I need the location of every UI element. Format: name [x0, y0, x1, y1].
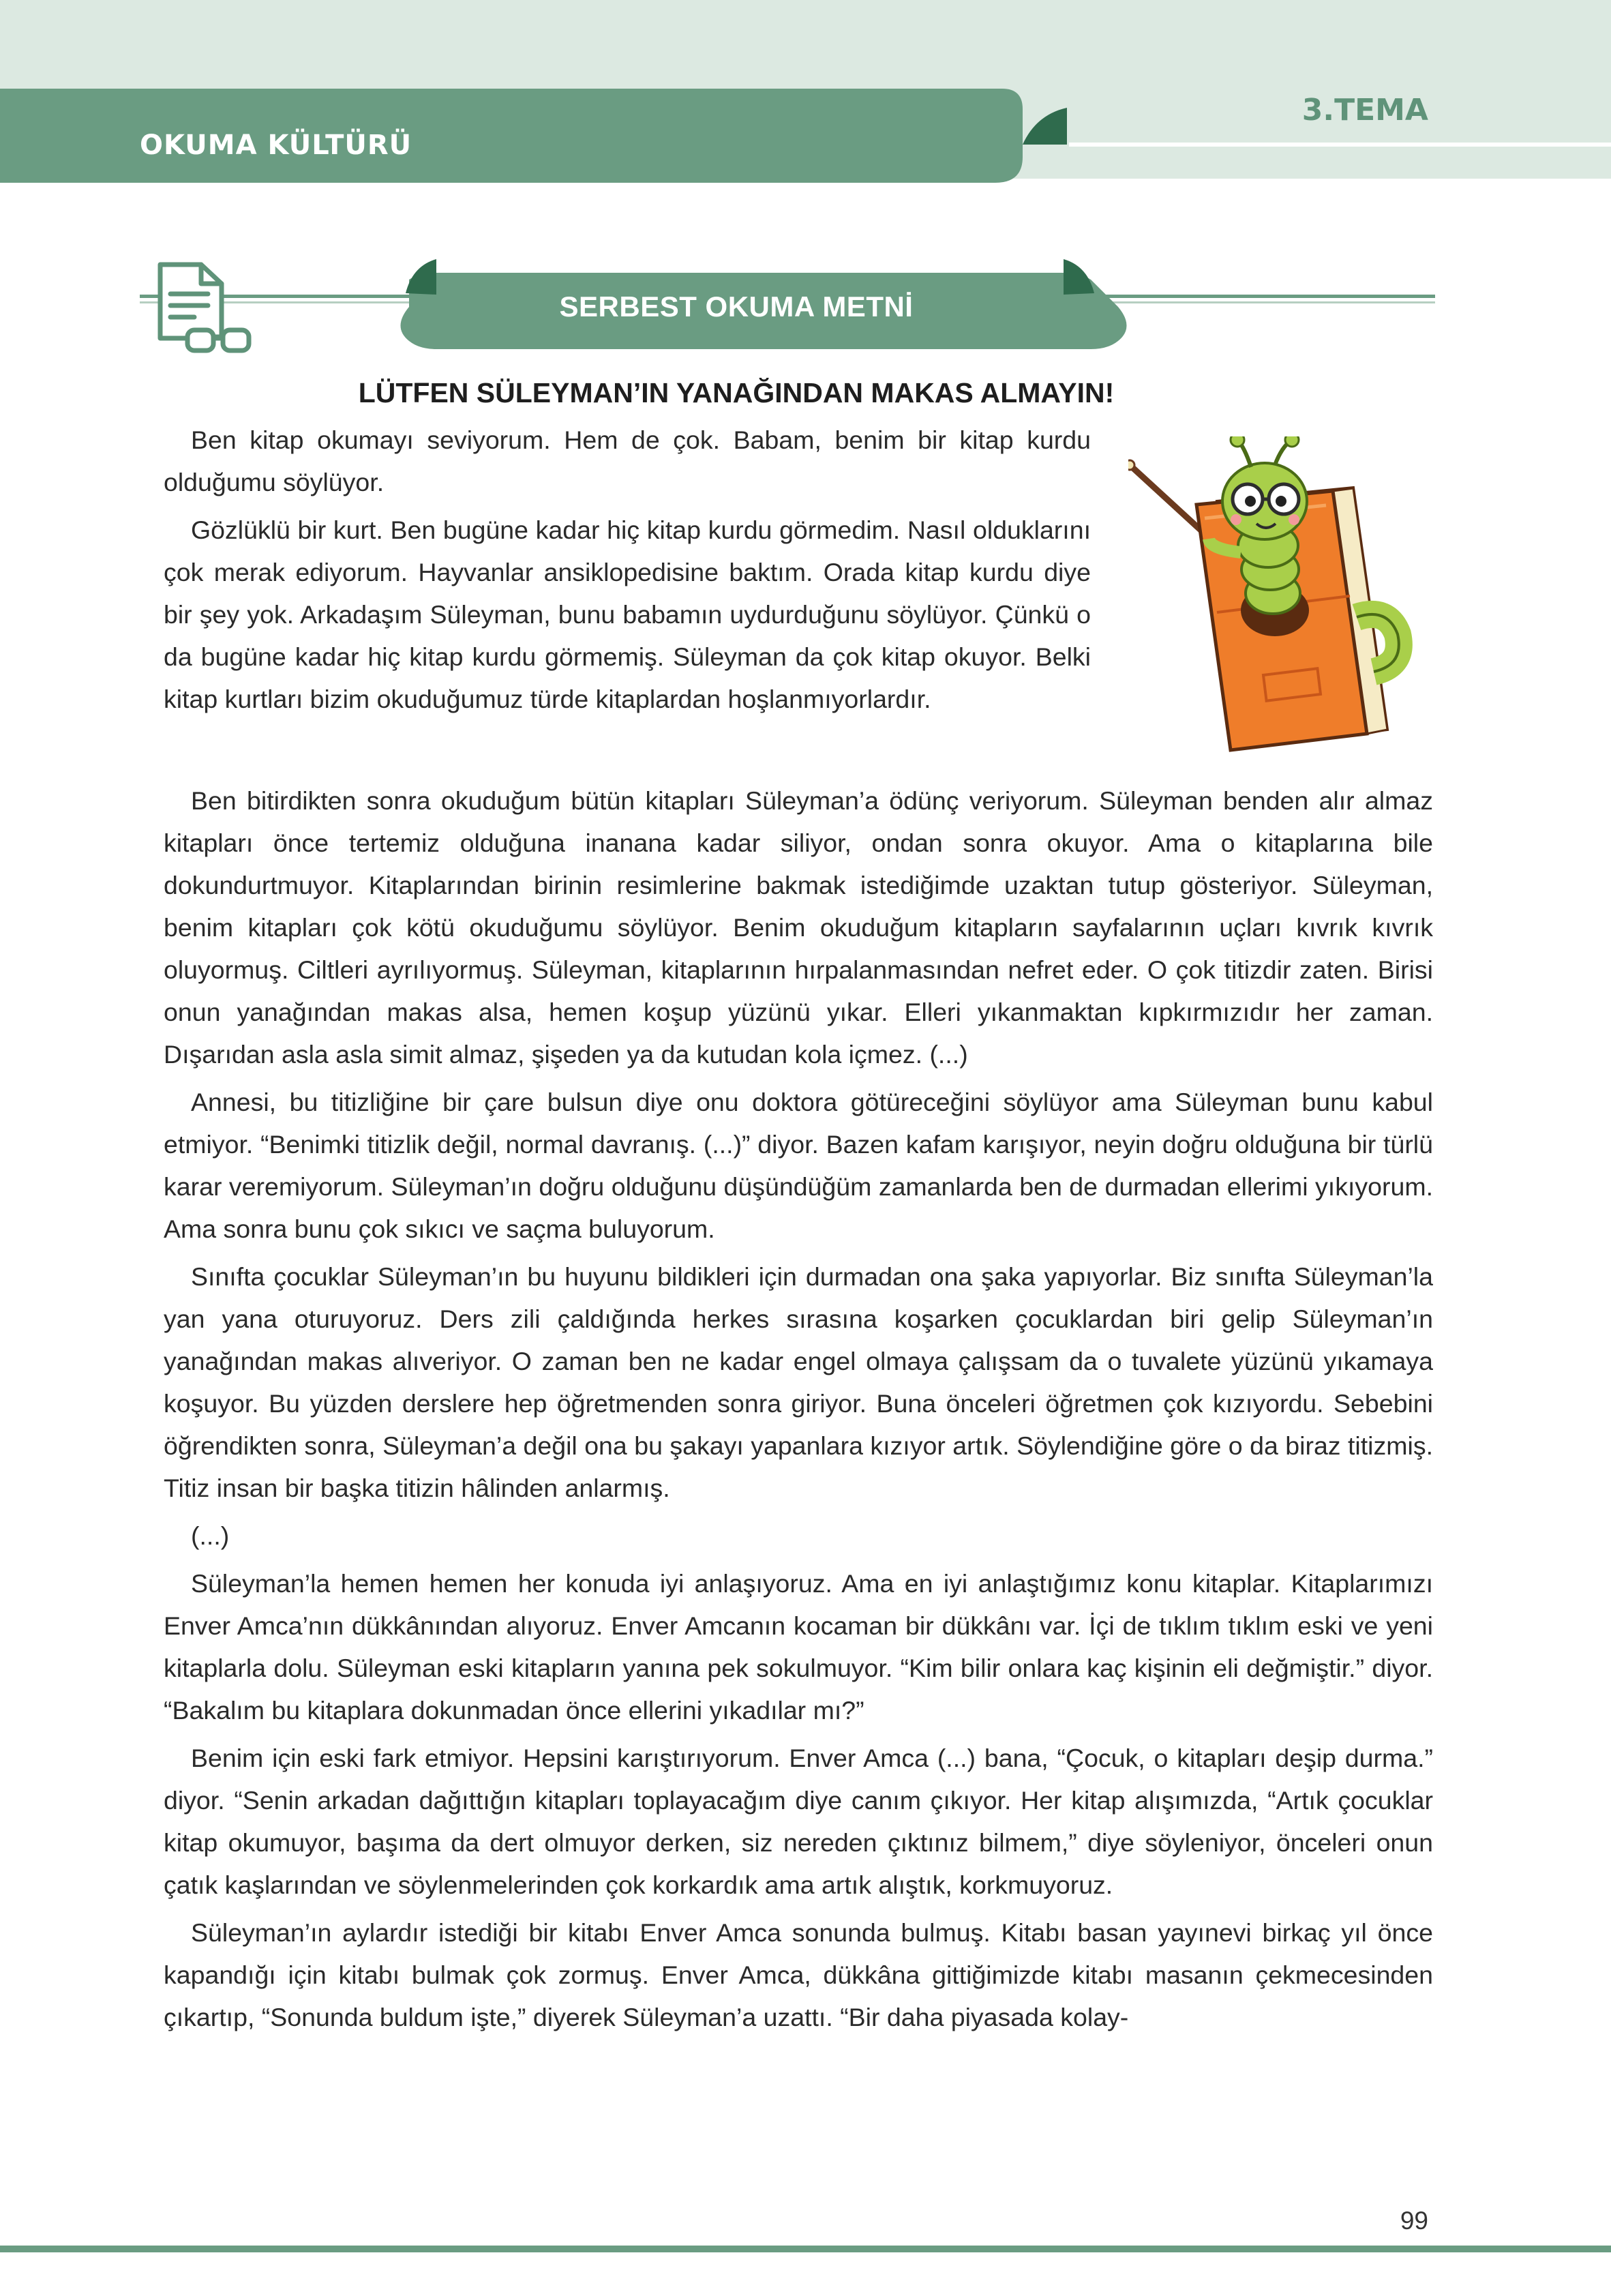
story-title: LÜTFEN SÜLEYMAN’IN YANAĞINDAN MAKAS ALMAYIN! — [358, 377, 1115, 408]
paragraph: Ben bitirdikten sonra okuduğum bütün kitapları Süleyman’a ödünç veriyorum. Süleyman benden alır almaz kitapları önce tertemiz olduğuna inanana kadar siliyor, ondan sonra okuyor. Ama o kitaplarına bile dokundurtmuyor. Kitaplarından birinin resimlerine bakmak istediğimde uzaktan tutup gösteriyor. Süleyman, benim kitapları çok kötü okuduğumu söylüyor. Benim okuduğum kitapların sayfalarının uçları kıvrık kıvrık oluyormuş. Ciltleri ayrılıyormuş. Süleyman, kitaplarının hırpalanmasından nefret eder. O çok titizdir zaten. Birisi onun yanağından makas alsa, hemen koşup yüzünü yıkar. Elleri yıkanmaktan kıpkırmızıdır her zaman. Dışarıdan asla asla simit almaz, şişeden ya da kutudan kola içmez. (...) — [164, 786, 1433, 1069]
paragraph: Sınıfta çocuklar Süleyman’ın bu huyunu bildikleri için durmadan ona şaka yapıyorlar. Biz sınıfta Süleyman’la yan yana oturuyoruz. Ders zili çaldığında herkes sırasına koşarken çocuklardan biri gelip Süleyman’ın yanağından makas alıveriyor. O zaman ben ne kadar engel olmaya çalışsam da o tuvalete yüzünü yıkamaya koşuyor. Bu yüzden derslere hep öğretmenden sonra giriyor. Buna önceleri öğretmen çok kızıyordu. Sebebini öğrendikten sonra, Süleyman’a değil ona bu şakayı yapanlara kızıyor artık. Söylendiğine göre o da biraz titizmiş. Titiz insan bir başka titizin hâlinden anlarmış. — [164, 1262, 1433, 1502]
theme-label: 3.TEMA — [1301, 93, 1428, 128]
section-title: OKUMA KÜLTÜRÜ — [140, 130, 412, 161]
footer-divider — [0, 2246, 1611, 2252]
paragraph: Gözlüklü bir kurt. Ben bugüne kadar hiç kitap kurdu görmedim. Nasıl olduklarını çok merak ediyorum. Hayvanlar ansiklopedisine baktım. Orada kitap kurdu diye bir şey yok. Arkadaşım Süleyman, bunu babamın uydurduğunu söylüyor. Çünkü o da bugüne kadar hiç kitap kurdu görmemiş. Süleyman da çok kitap okuyor. Belki kitap kurtları bizim okuduğumuz türde kitaplardan hoşlanmıyorlardır. — [164, 516, 1091, 713]
document-glasses-icon — [160, 265, 249, 351]
story-intro — [164, 419, 1091, 726]
story-body — [164, 779, 1433, 2044]
reading-header — [0, 259, 1611, 368]
paragraph: Ben kitap okumayı seviyorum. Hem de çok. Babam, benim bir kitap kurdu olduğumu söylüyor. — [164, 426, 1091, 496]
page-header — [0, 0, 1611, 205]
paragraph: Annesi, bu titizliğine bir çare bulsun diye onu doktora götüreceğini söylüyor ama Süleyman bunu kabul etmiyor. “Benimki titizlik değil, normal davranış. (...)” diyor. Bazen kafam karışıyor, neyin doğru olduğuna bir türlü karar veremiyorum. Süleyman’ın doğru olduğunu düşündüğüm zamanlarda ben de durmadan ellerimi yıkıyorum. Ama sonra bunu çok sıkıcı ve saçma buluyorum. — [164, 1088, 1433, 1243]
paragraph: Süleyman’la hemen hemen her konuda iyi anlaşıyoruz. Ama en iyi anlaştığımız konu kitaplar. Kitaplarımızı Enver Amca’nın dükkânından alıyoruz. Enver Amcanın kocaman bir dükkânı var. İçi de tıklım tıklım eski ve yeni kitaplarla dolu. Süleyman eski kitapların yanına pek sokulmuyor. “Kim bilir onlara kaç kişinin eli değmiştir.” diyor. “Bakalım bu kitaplara dokunmadan önce ellerini yıkadılar mı?” — [164, 1569, 1433, 1725]
bookworm-reading-icon — [1128, 436, 1483, 757]
page-number: 99 — [1400, 2207, 1428, 2235]
reading-type-label: SERBEST OKUMA METNİ — [559, 290, 914, 323]
paragraph: (...) — [191, 1521, 230, 1550]
paragraph: Süleyman’ın aylardır istediği bir kitabı Enver Amca sonunda bulmuş. Kitabı basan yayınevi birkaç yıl önce kapandığı için kitabı bulmak çok zormuş. Enver Amca, dükkâna gittiğimizde kitabı masanın çekmecesinden çıkartıp, “Sonunda buldum işte,” diyerek Süleyman’a uzattı. “Bir daha piyasada kolay- — [164, 1918, 1433, 2031]
paragraph: Benim için eski fark etmiyor. Hepsini karıştırıyorum. Enver Amca (...) bana, “Çocuk, o kitapları deşip durma.” diyor. “Senin arkadan dağıttığın kitapları toplayacağım diye canım çıkıyor. Her kitap alışımızda, “Artık çocuklar kitap okumuyor, başıma da dert olmuyor derken, siz nereden çıktınız bilmem,” diye söyleniyor, önceleri onun çatık kaşlarından ve söylenmelerinden çok korkardık ama artık alıştık, korkmuyoruz. — [164, 1744, 1433, 1899]
